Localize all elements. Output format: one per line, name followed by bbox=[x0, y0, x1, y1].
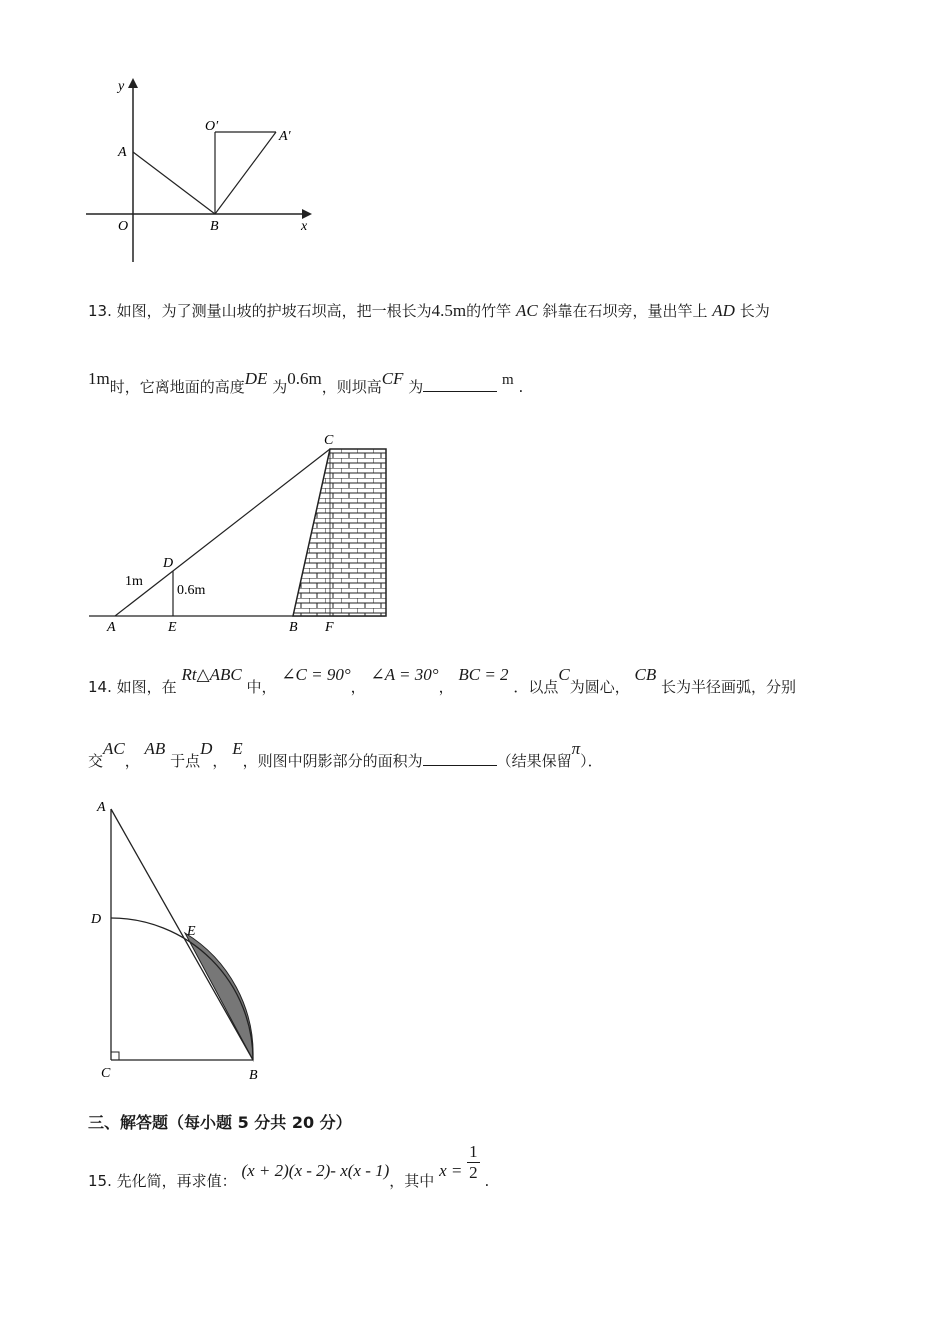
q14-pi: π bbox=[571, 739, 581, 758]
label-b: B bbox=[249, 1068, 258, 1083]
q14-text-10: ）． bbox=[580, 752, 603, 770]
q14-ac: AC bbox=[103, 739, 125, 758]
q14-text-3: ．以点 bbox=[513, 678, 559, 696]
label-one-m: 1m bbox=[125, 574, 143, 589]
q14-comma-1: ， bbox=[350, 678, 366, 696]
q15-x-equals: x = bbox=[439, 1161, 463, 1180]
label-a-prime: A′ bbox=[279, 129, 291, 144]
q13-text-5: 时，它离地面的高度 bbox=[109, 378, 245, 396]
question-number: 14. bbox=[88, 678, 112, 696]
q15-end: . bbox=[484, 1172, 490, 1190]
q14-cb: CB bbox=[634, 665, 657, 684]
label-a: A bbox=[107, 620, 116, 635]
question-14-line1 bbox=[88, 664, 797, 696]
q14-text-2: 中， bbox=[246, 678, 277, 696]
segment-ab bbox=[133, 152, 215, 214]
question-15 bbox=[88, 1142, 490, 1191]
q14-comma-2: ， bbox=[438, 678, 454, 696]
q14-text-9: （结果保留 bbox=[496, 752, 572, 770]
label-e: E bbox=[187, 924, 196, 939]
right-angle-mark bbox=[111, 1052, 119, 1060]
q13-text-6: 为 bbox=[272, 378, 288, 396]
figure-coordinate-rotation bbox=[80, 70, 330, 270]
q14-angle-a: ∠A = 30° bbox=[370, 665, 439, 684]
q14-d: D bbox=[200, 739, 213, 758]
figure-triangle-arc bbox=[85, 795, 275, 1090]
q15-denominator: 2 bbox=[469, 1163, 478, 1182]
label-b: B bbox=[289, 620, 298, 635]
q14-ab: AB bbox=[144, 739, 166, 758]
label-o: O bbox=[118, 219, 129, 234]
label-c: C bbox=[324, 433, 334, 448]
label-o-prime: O′ bbox=[205, 119, 219, 134]
q14-text-4: 为圆心， bbox=[569, 678, 630, 696]
x-axis-arrow bbox=[302, 209, 312, 219]
dam-wall bbox=[293, 449, 386, 616]
q13-text-1: 如图，为了测量山坡的护坡石坝高，把一根长为 bbox=[116, 302, 432, 320]
label-e: E bbox=[168, 620, 177, 635]
q13-de-length: 0.6m bbox=[287, 369, 322, 388]
label-y: y bbox=[118, 79, 125, 94]
q14-angle-c: ∠C = 90° bbox=[281, 665, 351, 684]
q14-text-1: 如图，在 bbox=[116, 678, 177, 696]
q13-text-8: 为 bbox=[408, 378, 424, 396]
q14-bc: BC = 2 bbox=[458, 665, 509, 684]
label-b: B bbox=[210, 219, 219, 234]
q13-end: . bbox=[518, 378, 524, 396]
label-d: D bbox=[163, 556, 174, 571]
q13-text-2: 的竹竿 bbox=[466, 302, 512, 320]
q13-ac: AC bbox=[515, 301, 538, 320]
q14-rt-abc: Rt△ABC bbox=[181, 665, 242, 684]
q13-ad-length: 1m bbox=[88, 369, 110, 388]
label-x: x bbox=[301, 219, 308, 234]
q13-text-7: ，则坝高 bbox=[321, 378, 382, 396]
q13-de: DE bbox=[244, 369, 268, 388]
y-axis-arrow bbox=[128, 78, 138, 88]
q14-text-7: 于点 bbox=[170, 752, 201, 770]
q15-text-2: ，其中 bbox=[389, 1172, 435, 1190]
label-zero-six-m: 0.6m bbox=[177, 583, 206, 598]
answer-blank-13[interactable] bbox=[423, 377, 497, 392]
q14-text-5: 长为半径画弧，分别 bbox=[661, 678, 797, 696]
label-d: D bbox=[91, 912, 102, 927]
figure-dam bbox=[85, 428, 405, 638]
q14-text-8: ，则图中阴影部分的面积为 bbox=[242, 752, 423, 770]
question-13-line1 bbox=[88, 300, 770, 321]
q13-text-3: 斜靠在石坝旁，量出竿上 bbox=[542, 302, 708, 320]
q15-text-1: 先化简，再求值： bbox=[116, 1172, 237, 1190]
q15-expression: (x + 2)(x - 2)- x(x - 1) bbox=[241, 1161, 390, 1180]
q14-e: E bbox=[232, 739, 243, 758]
q13-length: 4.5m bbox=[431, 301, 467, 320]
q14-comma-3: ， bbox=[124, 752, 140, 770]
q13-ad: AD bbox=[712, 301, 735, 320]
q14-text-6: 交 bbox=[88, 752, 104, 770]
pole-ac bbox=[115, 449, 330, 616]
q13-unit: m bbox=[502, 372, 514, 388]
question-number: 15. bbox=[88, 1172, 112, 1190]
side-ab bbox=[111, 809, 253, 1060]
label-c: C bbox=[101, 1066, 111, 1081]
label-f: F bbox=[325, 620, 334, 635]
label-a: A bbox=[118, 145, 127, 160]
label-a: A bbox=[97, 800, 106, 815]
q14-comma-4: ， bbox=[212, 752, 228, 770]
q15-numerator: 1 bbox=[469, 1142, 478, 1161]
question-13-line2 bbox=[88, 368, 524, 396]
q15-fraction bbox=[467, 1142, 480, 1183]
q14-c: C bbox=[558, 665, 570, 684]
answer-blank-14[interactable] bbox=[423, 751, 497, 766]
q13-text-4: 长为 bbox=[739, 302, 770, 320]
segment-a-prime-b bbox=[215, 132, 276, 214]
question-number: 13. bbox=[88, 302, 112, 320]
q13-cf: CF bbox=[381, 369, 404, 388]
question-14-line2 bbox=[88, 738, 603, 770]
section-heading: 三、解答题（每小题 5 分共 20 分） bbox=[88, 1113, 352, 1132]
